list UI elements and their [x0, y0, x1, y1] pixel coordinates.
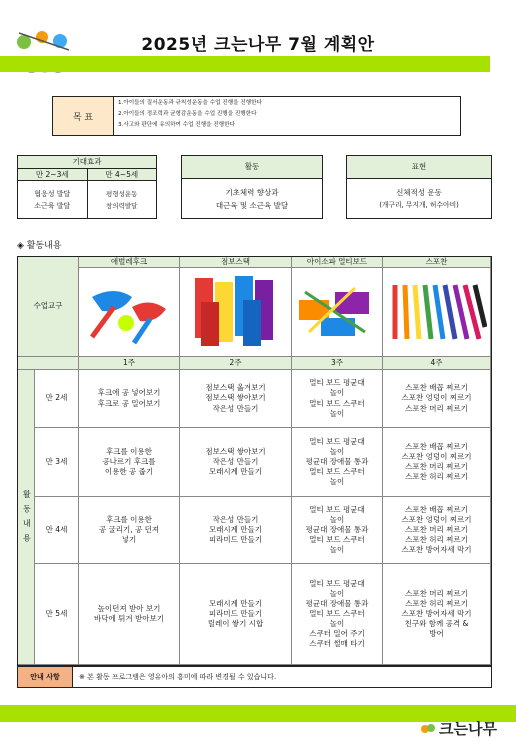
activity-line: 이용한 공 줍기: [104, 467, 154, 477]
activity-box: [181, 155, 323, 219]
activity-line: 점보스택 옮겨보기: [205, 383, 266, 393]
activity-table: [17, 256, 492, 666]
activity-line: 스포찬 엉덩이 찌르기: [401, 451, 472, 461]
goal-line: 1.아이들의 질서운동과 규칙성운동을 수업 진행을 진행한다: [118, 100, 262, 106]
brand-name: 크는나무: [439, 720, 497, 738]
activity-line: 모래시계 만들기: [208, 467, 263, 477]
note-box: [17, 666, 492, 688]
activity-line: 후크를 이용한: [106, 446, 152, 456]
activity-cell: [79, 564, 180, 665]
activity-line: 놀이: [329, 545, 345, 555]
activity-line: 놀이: [329, 477, 345, 487]
activity-cell: [180, 497, 292, 564]
activity-cell: [180, 564, 292, 665]
activity-line: 넣기: [121, 535, 137, 545]
activity-cell: [292, 428, 383, 497]
activity-line: 스포찬 엉덩이 찌르기: [401, 393, 472, 403]
footer-logo: [420, 718, 497, 739]
activity-line: 스포찬 머리 찌르기: [405, 462, 468, 471]
age-label: 만 2세: [35, 370, 79, 428]
activity-line: 멀티 보드 평균대: [309, 578, 365, 588]
expected-heads: [18, 169, 156, 181]
activity-line: 스쿠터 썰매 타기: [309, 639, 365, 649]
activity-line: 스포찬 허리 찌르기: [405, 598, 468, 608]
week-label: 1주: [79, 357, 180, 370]
activity-cell: [383, 370, 491, 428]
activity-line: 놀이: [329, 408, 345, 418]
activity-line: 스포찬 배꼽 찌르기: [405, 383, 468, 393]
week-label-spacer: [18, 357, 79, 370]
goals-box: [52, 96, 461, 136]
activity-line: 모래시계 만들기: [208, 524, 263, 534]
expression-title: 표현: [347, 156, 491, 179]
caterpillar-hook-image: [79, 268, 180, 357]
activity-title: 활동: [182, 156, 322, 179]
activity-line: 멀티 보드 스쿠터: [309, 398, 365, 408]
activity-line: 스포찬 머리 찌르기: [405, 588, 468, 598]
page-title: 2025년 크는나무 7월 계획안: [141, 35, 375, 55]
week-label: 3주: [292, 357, 383, 370]
note-text: ※ 본 활동 프로그램은 영유아의 흥미에 따라 변경될 수 있습니다.: [79, 673, 277, 681]
activity-line: 멀티 보드 평균대: [309, 436, 365, 446]
activity-cell: [79, 497, 180, 564]
activity-line: 평균대 장애물 통과: [305, 524, 369, 534]
goals-label: 목 표: [53, 97, 114, 135]
activity-line: 후크로 공 밀어보기: [97, 398, 161, 408]
activity-line: 스포찬 배꼽 찌르기: [405, 504, 468, 514]
activity-cell: [180, 428, 292, 497]
activity-cell: [79, 370, 180, 428]
activity-line: 스포찬 허리 찌르기: [405, 472, 468, 482]
expression-line: 신체적성 운동: [396, 187, 442, 197]
section-heading: [17, 238, 62, 251]
side-label-text: 활 동 내 용: [22, 490, 32, 544]
activity-line: 스포찬 방어자세 막기: [401, 545, 472, 555]
goal-line: 3.사고와 판단에 유의하여 수업 진행을 진행한다: [118, 122, 235, 128]
expected-body: [18, 181, 156, 218]
age-label: 만 5세: [35, 564, 79, 665]
activity-cell: [292, 370, 383, 428]
activity-line: 놀이: [329, 619, 345, 629]
activity-line: 놀이: [329, 514, 345, 524]
week-label: 4주: [383, 357, 491, 370]
expected-effects-box: [17, 155, 157, 219]
expected-col2-head: 만 4~5세: [88, 169, 157, 180]
activity-line: 평균대 장애물 통과: [305, 598, 369, 608]
expression-body: [347, 179, 491, 218]
activity-line: 평균대 장애물 통과: [305, 456, 369, 466]
activity-line: 점보스택 쌓아보기: [205, 393, 266, 403]
tools-label: 수업교구: [18, 257, 79, 357]
activity-line: 방어: [429, 629, 444, 639]
activity-line: 스포찬 허리 찌르기: [405, 535, 468, 545]
activity-cell: [383, 428, 491, 497]
activity-line: 공 굴리기, 공 던져: [98, 524, 160, 534]
header-bar: [0, 56, 490, 72]
activity-cell: [383, 497, 491, 564]
age-label: 만 4세: [35, 497, 79, 564]
activity-line: 후크를 이용한: [106, 514, 152, 524]
activity-cell: [292, 564, 383, 665]
expected-col1: [18, 181, 88, 218]
tool-name: 아이소파 멀티보드: [292, 257, 383, 268]
activity-cell: [383, 564, 491, 665]
activity-line: 작은성 만들기: [212, 403, 259, 413]
jumbo-stack-image: [180, 268, 292, 357]
goal-line: 2.아이들의 정조력과 균형감운동을 수업 진행을 진행한다: [118, 111, 257, 117]
activity-line: 스포찬 엉덩이 찌르기: [401, 514, 472, 524]
activity-line: 멀티 보드 스쿠터: [309, 535, 365, 545]
activity-line: 멀티 보드 평균대: [309, 378, 365, 388]
activity-cell: [79, 428, 180, 497]
activity-line: 모래시계 만들기: [208, 598, 263, 608]
tool-name: 점보스택: [180, 257, 292, 268]
activity-side-label: [18, 370, 35, 665]
tool-name: 애벌레후크: [79, 257, 180, 268]
expected-col1-head: 만 2~3세: [18, 169, 88, 180]
activity-line: 스쿠터 밀어 주기: [309, 629, 365, 639]
activity-line: 놀이: [329, 388, 345, 398]
expected-col2: [88, 181, 157, 218]
activity-line: 대근육 및 소근육 발달: [215, 200, 289, 210]
activity-line: 멀티 보드 스쿠터: [309, 608, 365, 618]
expression-line: (개구리, 무지개, 허수아비): [379, 200, 459, 209]
activity-line: 피라미드 만들기: [208, 535, 263, 545]
activity-cell: [292, 497, 383, 564]
activity-line: 릴레이 쌓기 시합: [207, 619, 264, 629]
activity-body: [182, 179, 322, 218]
expression-box: [346, 155, 492, 219]
activity-line: 높이던져 받아 보기: [97, 603, 161, 613]
activity-line: 점보스택 쌓아보기: [205, 446, 266, 456]
activity-line: 작은성 만들기: [212, 514, 259, 524]
expected-title: 기대효과: [18, 156, 156, 169]
activity-line: 스포찬 방어자세 막기: [401, 608, 472, 618]
activity-line: 스포찬 머리 찌르기: [405, 403, 468, 413]
activity-line: 스포찬 머리 찌르기: [405, 524, 468, 534]
expected-item: 창의력발달: [106, 201, 138, 210]
activity-line: 놀이: [329, 588, 345, 598]
activity-line: 기초체력 향상과: [225, 187, 279, 197]
activity-line: 멀티 보드 스쿠터: [309, 467, 365, 477]
activity-line: 놀이: [329, 446, 345, 456]
note-label: 안내 사항: [18, 667, 73, 687]
week-label: 2주: [180, 357, 292, 370]
activity-cell: [180, 370, 292, 428]
activity-line: 스포찬 배꼽 찌르기: [405, 441, 468, 451]
expected-item: 소근육 발달: [34, 201, 71, 210]
activity-line: 공나르기 후크를: [102, 456, 156, 466]
expected-item: 평형성운동: [106, 189, 138, 198]
section-title: 활동내용: [26, 241, 62, 251]
tool-name: 스포찬: [383, 257, 491, 268]
activity-line: 후크에 공 넣어보기: [97, 388, 161, 398]
activity-line: 멀티 보드 평균대: [309, 504, 365, 514]
goals-lines: [114, 97, 460, 135]
multi-board-image: [292, 268, 383, 357]
logo-ball-icon: [420, 721, 436, 737]
expected-item: 협응성 발달: [34, 189, 71, 198]
diamond-icon: ◈: [17, 241, 24, 251]
activity-line: 친구와 함께 공격 &: [404, 619, 469, 629]
activity-line: 바닥에 튀겨 받아보기: [94, 614, 164, 623]
age-label: 만 3세: [35, 428, 79, 497]
sport-stick-image: [383, 268, 491, 357]
activity-line: 작은성 만들기: [212, 456, 259, 466]
activity-line: 피라미드 만들기: [208, 608, 263, 618]
